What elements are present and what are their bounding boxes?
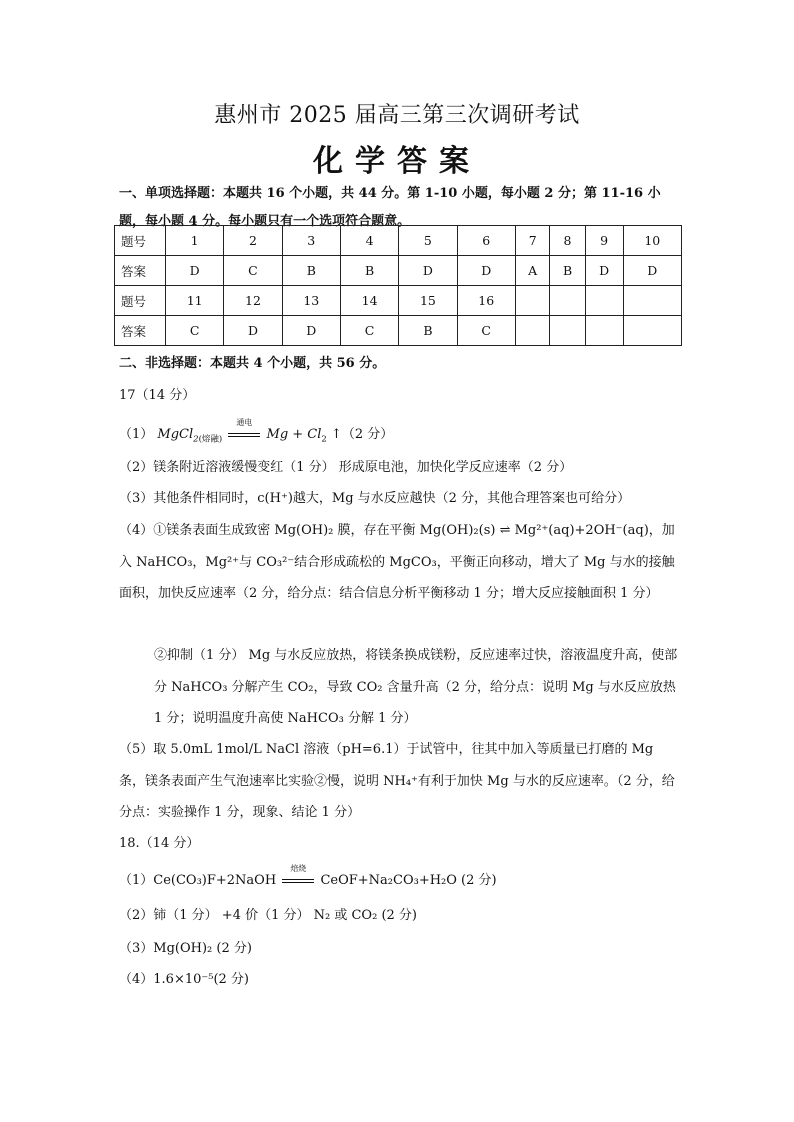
table-row — [115, 286, 682, 316]
q17-part1-products: Mg + Cl — [266, 427, 322, 442]
exam-subtitle: 化学答案 — [313, 144, 481, 179]
row-label: 题号 — [115, 286, 166, 316]
double-bar — [228, 433, 260, 437]
answer-cell: C — [166, 316, 224, 346]
answer-cell: C — [457, 316, 515, 346]
question-number: 2 — [224, 226, 282, 256]
double-bar — [282, 879, 314, 883]
question-number: 10 — [623, 226, 681, 256]
question-number — [550, 286, 585, 316]
answer-cell — [515, 316, 550, 346]
question-number: 3 — [282, 226, 340, 256]
q18-part1-left: （1）Ce(CO₃)F+2NaOH — [119, 873, 281, 888]
q18-part3: （3）Mg(OH)₂ (2 分) — [119, 941, 252, 956]
roasting-arrow — [280, 864, 316, 891]
answer-cell — [585, 316, 623, 346]
table-row — [115, 256, 682, 286]
answer-cell: A — [515, 256, 550, 286]
answer-cell: D — [282, 316, 340, 346]
q18-part1-right: CeOF+Na₂CO₃+H₂O (2 分) — [320, 873, 497, 888]
question-number: 8 — [550, 226, 585, 256]
answer-cell — [623, 316, 681, 346]
q17-part1-prefix: （1） — [119, 427, 154, 442]
q17-part1-sub2: 2 — [321, 434, 327, 445]
question-number: 11 — [166, 286, 224, 316]
q18-title: 18.（14 分） — [119, 836, 200, 851]
answer-cell: C — [340, 316, 398, 346]
q17-part5: （5）取 5.0mL 1mol/L NaCl 溶液（pH=6.1）于试管中，往其中加入等质量已打磨的 Mg 条，镁条表面产生气泡速率比实验②慢，说明 NH₄⁺有利于加快 Mg 与水的反应速率。（2 分，给分点：实验操作 1 分，现象、结论 1 分） — [119, 742, 675, 820]
q18-part4: （4）1.6×10⁻⁵(2 分) — [119, 972, 250, 987]
q17-part3: （3）其他条件相同时，c(H⁺)越大，Mg 与水反应越快（2 分，其他合理答案也可给分） — [119, 491, 631, 506]
section2-heading: 二、非选择题：本题共 4 个小题，共 56 分。 — [119, 356, 386, 371]
electrolysis-arrow — [226, 418, 262, 445]
row-label: 答案 — [115, 256, 166, 286]
question-number: 7 — [515, 226, 550, 256]
answer-cell — [550, 316, 585, 346]
answer-cell: B — [550, 256, 585, 286]
row-label: 题号 — [115, 226, 166, 256]
answer-cell: C — [224, 256, 282, 286]
answer-cell: D — [399, 256, 457, 286]
q17-part1-molten: (熔融) — [198, 434, 223, 445]
answer-cell: D — [623, 256, 681, 286]
answer-cell: D — [166, 256, 224, 286]
question-number: 4 — [340, 226, 398, 256]
q17-part2: （2）镁条附近溶液缓慢变红（1 分） 形成原电池，加快化学反应速率（2 分） — [119, 460, 573, 475]
answer-cell: D — [457, 256, 515, 286]
exam-title: 惠州市 2025 届高三第三次调研考试 — [214, 103, 580, 128]
row-label: 答案 — [115, 316, 166, 346]
section1-heading: 一、单项选择题：本题共 16 个小题，共 44 分。第 1-10 小题，每小题 2 分；第 11-16 小题，每小题 4 分。每小题只有一个选项符合题意。 — [119, 186, 661, 229]
answer-cell: D — [224, 316, 282, 346]
question-number — [585, 286, 623, 316]
question-number: 6 — [457, 226, 515, 256]
question-number: 1 — [166, 226, 224, 256]
answer-table — [114, 225, 682, 346]
q17-part1-sub: 2 — [193, 434, 199, 445]
answer-cell: B — [282, 256, 340, 286]
q18-part1 — [119, 864, 497, 891]
question-number: 13 — [282, 286, 340, 316]
answer-cell: B — [340, 256, 398, 286]
q17-part4-2: ②抑制（1 分） Mg 与水反应放热，将镁条换成镁粉，反应速率过快，溶液温度升高，使部分 NaHCO₃ 分解产生 CO₂，导致 CO₂ 含量升高（2 分，给分点：说明 Mg 与水反应放热 1 分；说明温度升高使 NaHCO₃ 分解 1 分） — [154, 648, 678, 726]
answer-cell: B — [399, 316, 457, 346]
table-row — [115, 226, 682, 256]
q18-part2: （2）铈（1 分） +4 价（1 分） N₂ 或 CO₂ (2 分) — [119, 908, 417, 923]
table-row — [115, 316, 682, 346]
roasting-condition: 焙烧 — [290, 864, 307, 873]
answer-cell: D — [585, 256, 623, 286]
question-number — [515, 286, 550, 316]
q17-part1-tail: ↑（2 分） — [326, 427, 394, 442]
question-number: 15 — [399, 286, 457, 316]
q17-part1-reactant: MgCl — [157, 427, 194, 442]
electrolysis-condition: 通电 — [236, 418, 253, 427]
q17-title: 17（14 分） — [119, 388, 196, 403]
q17-part4-1: （4）①镁条表面生成致密 Mg(OH)₂ 膜，存在平衡 Mg(OH)₂(s) ⇌ Mg²⁺(aq)+2OH⁻(aq)，加入 NaHCO₃，Mg²⁺与 CO₃²⁻结合形成疏松的 MgCO₃，平衡正向移动，增大了 Mg 与水的接触面积，加快反应速率（2 分，给分点：结合信息分析平衡移动 1 分；增大反应接触面积 1 分） — [119, 523, 675, 601]
question-number: 12 — [224, 286, 282, 316]
question-number — [623, 286, 681, 316]
question-number: 9 — [585, 226, 623, 256]
question-number: 14 — [340, 286, 398, 316]
question-number: 16 — [457, 286, 515, 316]
question-number: 5 — [399, 226, 457, 256]
q17-part1 — [119, 418, 394, 450]
